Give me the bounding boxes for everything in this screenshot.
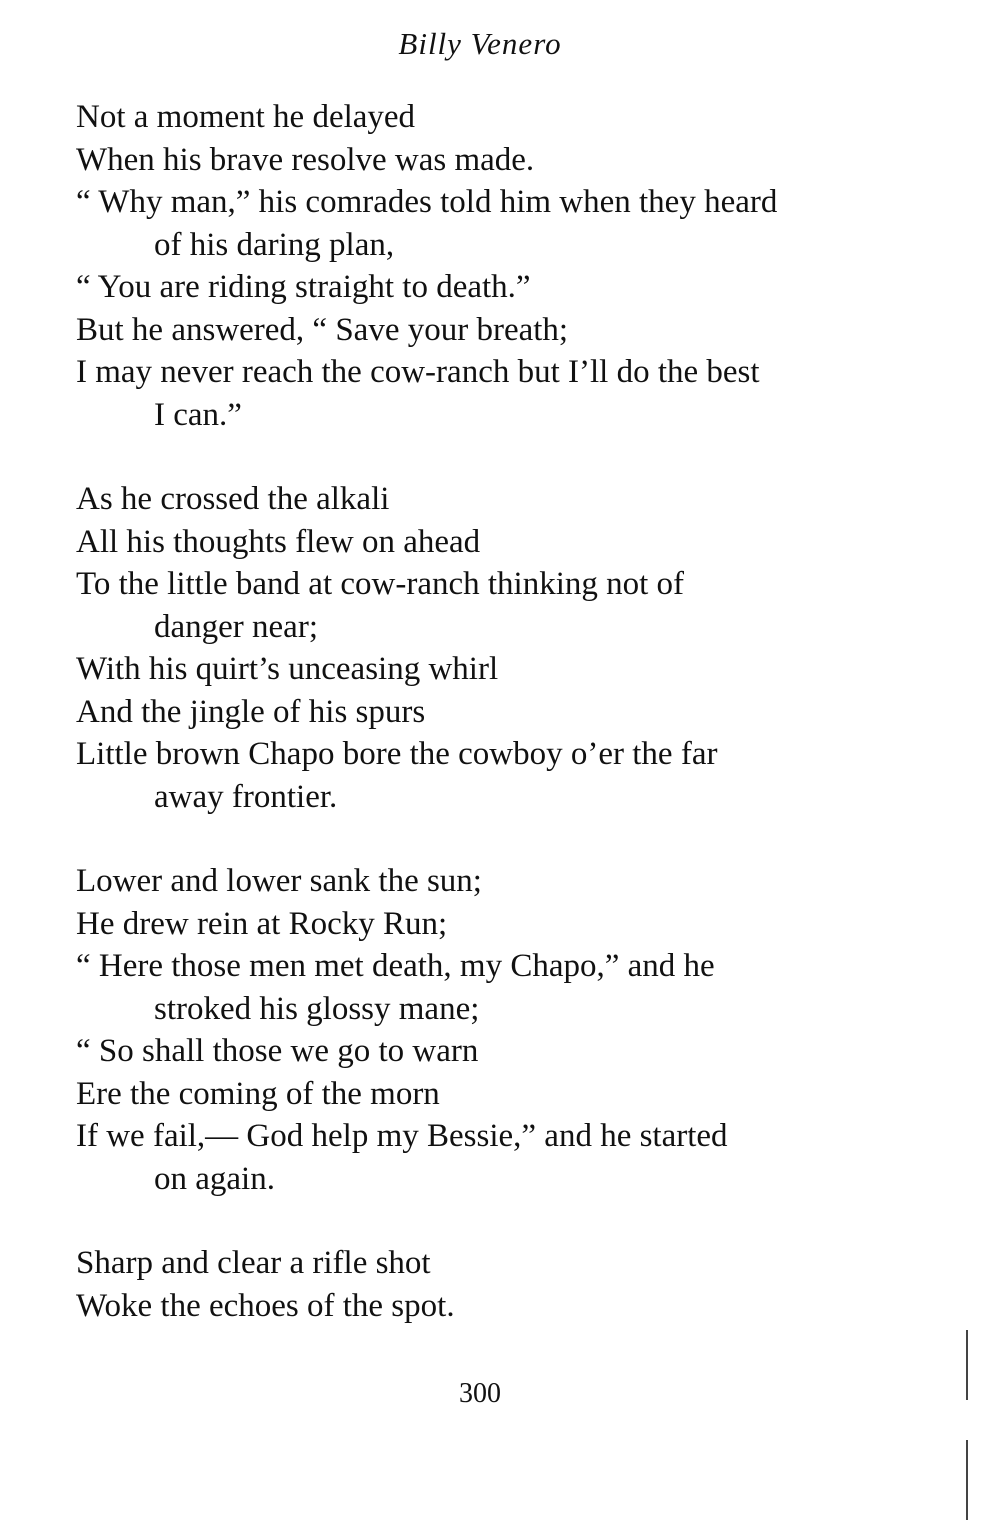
poem-line — [76, 945, 886, 1030]
poem-line — [76, 351, 886, 436]
stanza — [76, 96, 886, 436]
stanza — [76, 860, 886, 1200]
poem-line: With his quirt’s unceasing whirl — [76, 651, 499, 687]
running-title: Billy Venero — [398, 26, 562, 61]
poem-line-text: If we fail,— God help my Bessie,” and he started — [76, 1118, 728, 1154]
poem-line-continuation: of his daring plan, — [154, 226, 395, 263]
scan-edge-mark — [966, 1330, 968, 1400]
poem-line: Not a moment he delayed — [76, 99, 416, 135]
poem-line: All his thoughts flew on ahead — [76, 523, 481, 560]
poem-line: He drew rein at Rocky Run; — [76, 905, 448, 942]
poem-body — [76, 96, 886, 1369]
poem-line-continuation: stroked his glossy mane; — [154, 990, 480, 1027]
poem-line: But he answered, “ Save your breath; — [76, 311, 569, 348]
page-number: 300 — [459, 1378, 501, 1409]
poem-line-text: “ Here those men met death, my Chapo,” and he — [76, 948, 715, 984]
poem-line-text: “ Why man,” his comrades told him when they heard — [76, 184, 778, 220]
poem-line: Lower and lower sank the sun; — [76, 863, 482, 899]
poem-line: Woke the echoes of the spot. — [76, 1287, 455, 1324]
poem-line: “ So shall those we go to warn — [76, 1033, 479, 1069]
stanza — [76, 478, 886, 818]
poem-line: When his brave resolve was made. — [76, 141, 535, 178]
poem-line — [76, 733, 886, 818]
poem-line-text: Little brown Chapo bore the cowboy o’er the far — [76, 736, 718, 772]
stanza — [76, 1242, 886, 1327]
scan-edge-mark — [966, 1440, 968, 1520]
poem-line-continuation: I can.” — [154, 396, 242, 433]
poem-line: “ You are riding straight to death.” — [76, 269, 531, 305]
poem-line: Ere the coming of the morn — [76, 1075, 440, 1112]
poem-line — [76, 563, 886, 648]
poem-line — [76, 1115, 886, 1200]
poem-line-continuation: on again. — [154, 1160, 275, 1197]
poem-line-text: I may never reach the cow-ranch but I’ll do the best — [76, 354, 760, 390]
poem-line-continuation: away frontier. — [154, 778, 338, 815]
poem-line-text: To the little band at cow-ranch thinking not of — [76, 566, 685, 602]
poem-line: And the jingle of his spurs — [76, 693, 426, 730]
poem-line: Sharp and clear a rifle shot — [76, 1245, 431, 1281]
poem-line — [76, 181, 886, 266]
poem-line-continuation: danger near; — [154, 608, 318, 645]
poem-line: As he crossed the alkali — [76, 481, 390, 517]
